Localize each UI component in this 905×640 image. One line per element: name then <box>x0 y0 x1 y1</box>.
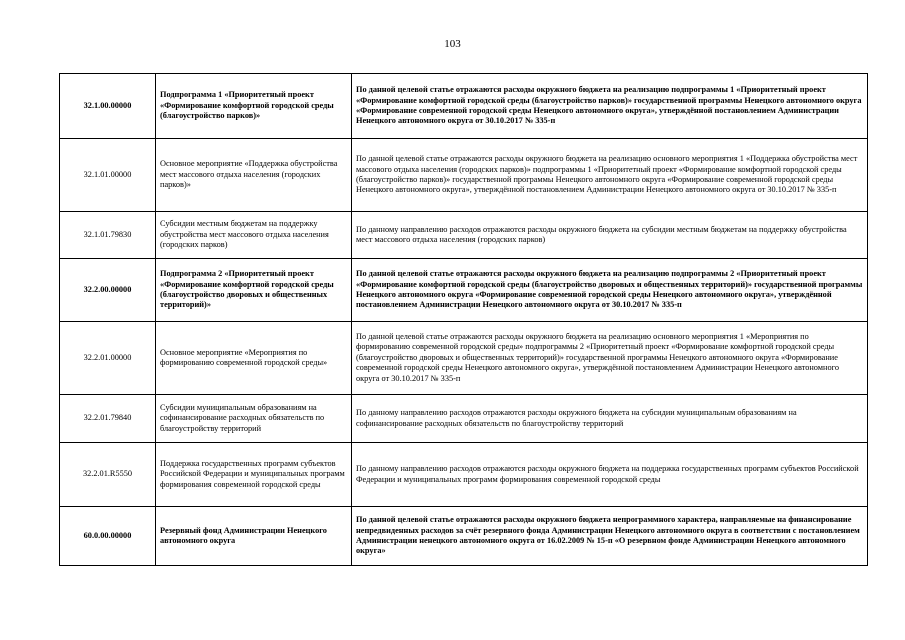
row-code: 32.2.01.R5550 <box>60 443 156 507</box>
row-name: Подпрограмма 2 «Приоритетный проект «Формирование комфортной городской среды (благоустройство дворовых и общественных территорий)» <box>156 259 352 322</box>
table-row <box>60 139 868 212</box>
row-description: По данной целевой статье отражаются расходы окружного бюджета на реализацию основного мероприятия 1 «Мероприятия по формированию современной городской среды» подпрограммы 2 «Приоритетный проект «Формирование комфортной городской среды (благоустройство дворовых и общественных территорий)» государственной программы Ненецкого автономного округа «Формирование современной городской среды Ненецкого автономного округа», утверждённой постановлением Администрации Ненецкого автономного округа от 30.10.2017 № 335-п <box>352 322 868 395</box>
row-code: 60.0.00.00000 <box>60 507 156 566</box>
table-row <box>60 443 868 507</box>
table-row <box>60 322 868 395</box>
row-name: Основное мероприятие «Мероприятия по формированию современной городской среды» <box>156 322 352 395</box>
budget-classification-table <box>59 73 868 566</box>
row-code: 32.2.01.79840 <box>60 395 156 443</box>
row-description: По данной целевой статье отражаются расходы окружного бюджета на реализацию подпрограммы 1 «Приоритетный проект «Формирование комфортной городской среды (благоустройство парков)» государственной программы Ненецкого автономного округа «Формирование современной городской среды Ненецкого автономного округа», утверждённой постановлением Администрации Ненецкого автономного округа от 30.10.2017 № 335-п <box>352 74 868 139</box>
row-code: 32.2.00.00000 <box>60 259 156 322</box>
row-name: Основное мероприятие «Поддержка обустройства мест массового отдыха населения (городских парков)» <box>156 139 352 212</box>
row-code: 32.1.01.79830 <box>60 212 156 259</box>
row-code: 32.1.01.00000 <box>60 139 156 212</box>
table-row <box>60 507 868 566</box>
row-code: 32.1.00.00000 <box>60 74 156 139</box>
row-description: По данному направлению расходов отражаются расходы окружного бюджета на субсидии местным бюджетам на поддержку обустройства мест массового отдыха населения (городских парков) <box>352 212 868 259</box>
row-name: Субсидии муниципальным образованиям на софинансирование расходных обязательств по благоустройству территорий <box>156 395 352 443</box>
row-description: По данному направлению расходов отражаются расходы окружного бюджета на поддержка государственных программ субъектов Российской Федерации и муниципальных программ формирования современной городской среды <box>352 443 868 507</box>
row-description: По данной целевой статье отражаются расходы окружного бюджета на реализацию подпрограммы 2 «Приоритетный проект «Формирование комфортной городской среды (благоустройство дворовых и общественных территорий)» государственной программы Ненецкого автономного округа «Формирование современной городской среды Ненецкого автономного округа», утверждённой постановлением Администрации Ненецкого автономного округа от 30.10.2017 № 335-п <box>352 259 868 322</box>
table-row <box>60 259 868 322</box>
row-description: По данному направлению расходов отражаются расходы окружного бюджета на субсидии муниципальным образованиям на софинансирование расходных обязательств по благоустройству территорий <box>352 395 868 443</box>
row-name: Подпрограмма 1 «Приоритетный проект «Формирование комфортной городской среды (благоустройство парков)» <box>156 74 352 139</box>
table-row <box>60 212 868 259</box>
page-number: 103 <box>444 38 461 50</box>
table-row <box>60 395 868 443</box>
row-description: По данной целевой статье отражаются расходы окружного бюджета на реализацию основного мероприятия 1 «Поддержка обустройства мест массового отдыха населения (городских парков)» подпрограммы 1 «Приоритетный проект «Формирование комфортной городской среды (благоустройство парков)» государственной программы Ненецкого автономного округа «Формирование современной городской среды Ненецкого автономного округа», утверждённой постановлением Администрации Ненецкого автономного округа от 30.10.2017 № 335-п <box>352 139 868 212</box>
row-name: Поддержка государственных программ субъектов Российской Федерации и муниципальных программ формирования современной городской среды <box>156 443 352 507</box>
row-code: 32.2.01.00000 <box>60 322 156 395</box>
row-description: По данной целевой статье отражаются расходы окружного бюджета непрограммного характера, направляемые на финансирование непредвиденных расходов за счёт резервного фонда Администрации Ненецкого автономного округа в соответствии с постановлением Администрации ненецкого автономного округа от 16.02.2009 № 15-п «О резервном фонде Администрации Ненецкого автономного округа» <box>352 507 868 566</box>
row-name: Субсидии местным бюджетам на поддержку обустройства мест массового отдыха населения (городских парков) <box>156 212 352 259</box>
table-row <box>60 74 868 139</box>
row-name: Резервный фонд Администрации Ненецкого автономного округа <box>156 507 352 566</box>
